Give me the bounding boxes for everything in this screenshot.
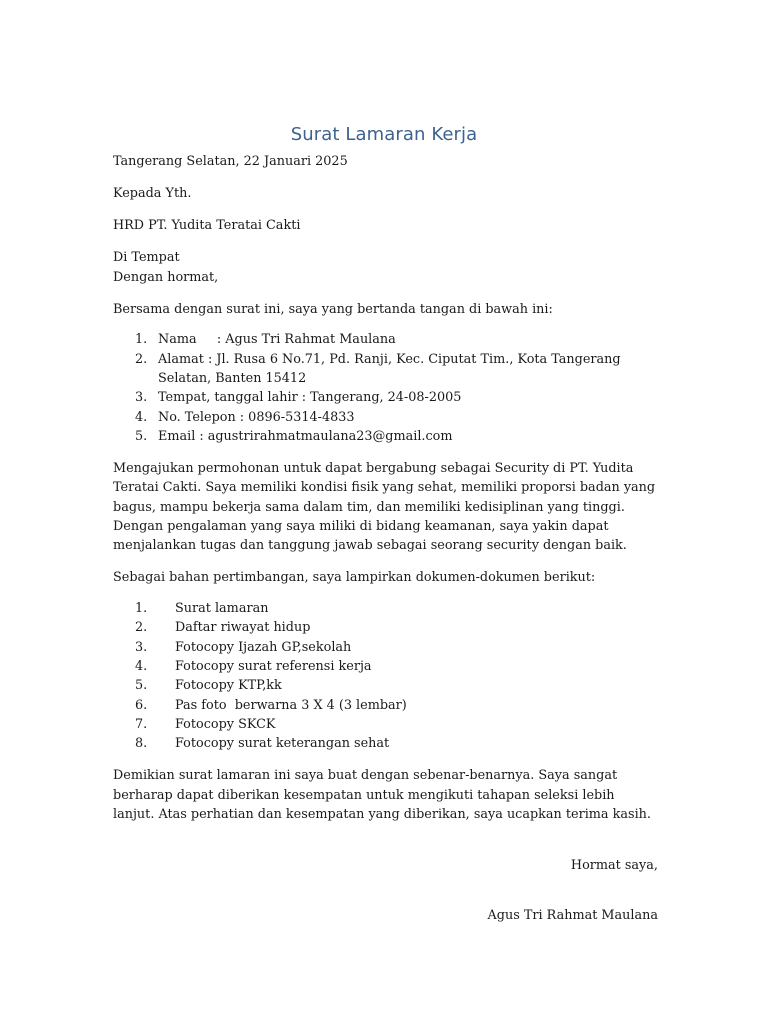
list-item: 7. Fotocopy SKCK [135,716,276,732]
place-line: Di Tempat [113,250,180,266]
application-paragraph: Mengajukan permohonan untuk dapat bergabung sebagai Security di PT. Yudita Teratai Cakti. Saya memiliki kondisi fisik yang sehat, memiliki proporsi badan yang bagus, mampu bekerja sama dalam tim, dan memiliki kedisiplinan yang tinggi. Dengan pengalaman yang saya miliki di bidang keamanan, saya yakin dapat menjalankan tugas dan tanggung jawab sebagai seorang security dengan baik. [113,461,656,554]
to-line: Kepada Yth. [113,186,192,202]
list-item: 4. No. Telepon : 0896-5314-4833 [135,409,355,425]
letter-body [113,152,658,824]
sign-off: Hormat saya, [570,858,658,873]
personal-info-list [113,330,658,446]
closing-paragraph: Demikian surat lamaran ini saya buat dengan sebenar-benarnya. Saya sangat berharap dapat diberikan kesempatan untuk mengikuti tahapan seleksi lebih lanjut. Atas perhatian dan kesempatan yang diberikan, saya ucapkan terima kasih. [113,768,651,822]
list-item: 8. Fotocopy surat keterangan sehat [135,736,390,752]
list-item: 2. Daftar riwayat hidup [135,620,311,636]
list-item: 1. Nama : Agus Tri Rahmat Maulana [135,332,396,348]
list-item: 3. Tempat, tanggal lahir : Tangerang, 24-08-2005 [135,390,462,406]
list-item: 2. Alamat : Jl. Rusa 6 No.71, Pd. Ranji, Kec. Ciputat Tim., Kota Tangerang Selatan, Banten 15412 [135,351,621,387]
list-item: 1. Surat lamaran [135,601,269,617]
signature-name: Agus Tri Rahmat Maulana [487,908,658,923]
attachments-list [113,599,658,753]
list-item: 6. Pas foto berwarna 3 X 4 (3 lembar) [135,697,407,713]
date-line: Tangerang Selatan, 22 Januari 2025 [113,154,348,169]
attachments-intro: Sebagai bahan pertimbangan, saya lampirkan dokumen-dokumen berikut: [113,570,596,586]
intro-line: Bersama dengan surat ini, saya yang bertanda tangan di bawah ini: [113,301,553,317]
recipient-line: HRD PT. Yudita Teratai Cakti [113,218,301,234]
greeting-line: Dengan hormat, [113,269,219,285]
list-item: 5. Fotocopy KTP,kk [135,678,282,694]
list-item: 5. Email : agustrirahmatmaulana23@gmail.com [135,428,453,444]
list-item: 3. Fotocopy Ijazah GP,sekolah [135,639,352,655]
list-item: 4. Fotocopy surat referensi kerja [135,659,372,675]
page-title: Surat Lamaran Kerja [290,124,478,145]
